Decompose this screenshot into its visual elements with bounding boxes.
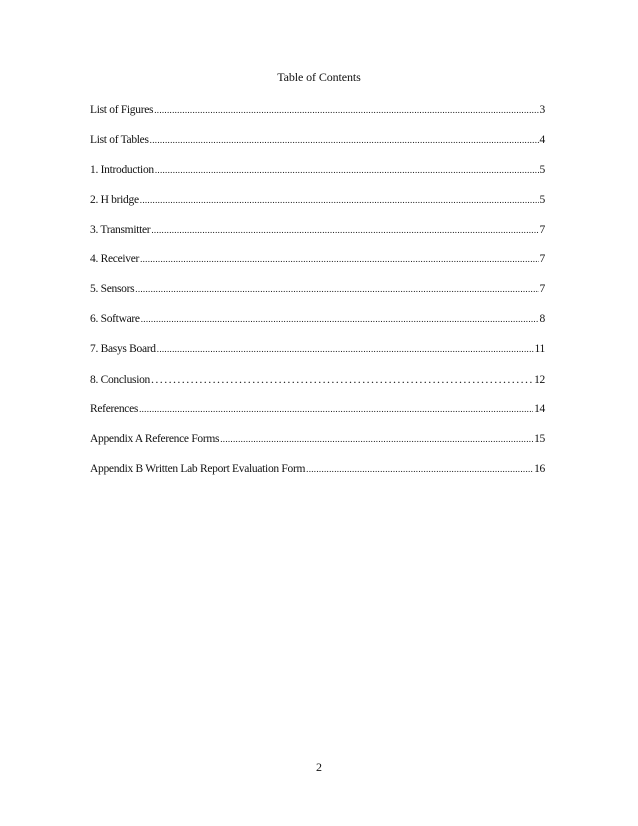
toc-entry-page: 8 (539, 313, 545, 326)
toc-entry-label: 1. Introduction (90, 163, 154, 176)
dot-leader (139, 402, 533, 416)
toc-entry-label: 5. Sensors (90, 283, 135, 296)
toc-entry-references[interactable] (90, 402, 545, 416)
toc-entry-transmitter[interactable] (90, 223, 545, 237)
dot-leader (141, 312, 539, 326)
table-of-contents (90, 103, 545, 492)
toc-entry-label: 8. Conclusion (90, 374, 150, 387)
toc-entry-receiver[interactable] (90, 252, 545, 266)
toc-entry-label: 2. H bridge (90, 193, 139, 206)
toc-entry-page: 11 (534, 343, 545, 356)
toc-entry-page: 7 (539, 253, 545, 266)
toc-entry-list-of-figures[interactable] (90, 103, 545, 117)
toc-entry-label: Appendix A Reference Forms (90, 432, 220, 445)
toc-entry-label: List of Tables (90, 133, 149, 146)
dot-leader (140, 193, 539, 207)
dot-leader (151, 372, 533, 386)
toc-entry-label: References (90, 402, 139, 415)
dot-leader (150, 133, 539, 147)
toc-entry-h-bridge[interactable] (90, 193, 545, 207)
toc-entry-appendix-a[interactable] (90, 432, 545, 446)
toc-entry-introduction[interactable] (90, 163, 545, 177)
dot-leader (220, 432, 533, 446)
toc-entry-label: 7. Basys Board (90, 343, 156, 356)
toc-entry-page: 5 (539, 163, 545, 176)
page-number: 2 (316, 760, 322, 774)
toc-entry-page: 7 (539, 223, 545, 236)
toc-entry-page: 12 (534, 374, 545, 387)
dot-leader (154, 103, 538, 117)
toc-entry-page: 16 (534, 462, 545, 475)
toc-entry-page: 3 (539, 104, 545, 116)
toc-entry-page: 4 (539, 133, 545, 146)
dot-leader (151, 223, 538, 237)
toc-entry-label: List of Figures (90, 104, 154, 116)
toc-entry-label: 4. Receiver (90, 253, 140, 266)
toc-entry-label: 6. Software (90, 313, 140, 326)
toc-entry-page: 15 (534, 432, 545, 445)
toc-entry-page: 7 (539, 283, 545, 296)
dot-leader (155, 163, 539, 177)
dot-leader (157, 342, 534, 356)
toc-entry-page: 14 (534, 402, 545, 415)
toc-entry-basys-board[interactable] (90, 342, 545, 356)
toc-entry-sensors[interactable] (90, 282, 545, 296)
dot-leader (306, 462, 533, 476)
toc-entry-appendix-b[interactable] (90, 462, 545, 476)
toc-entry-conclusion[interactable] (90, 372, 545, 386)
toc-title: Table of Contents (277, 70, 361, 84)
toc-entry-page: 5 (539, 193, 545, 206)
dot-leader (135, 282, 538, 296)
toc-entry-list-of-tables[interactable] (90, 133, 545, 147)
toc-entry-software[interactable] (90, 312, 545, 326)
dot-leader (140, 252, 538, 266)
toc-entry-label: Appendix B Written Lab Report Evaluation Form (90, 462, 306, 475)
toc-entry-label: 3. Transmitter (90, 223, 151, 236)
